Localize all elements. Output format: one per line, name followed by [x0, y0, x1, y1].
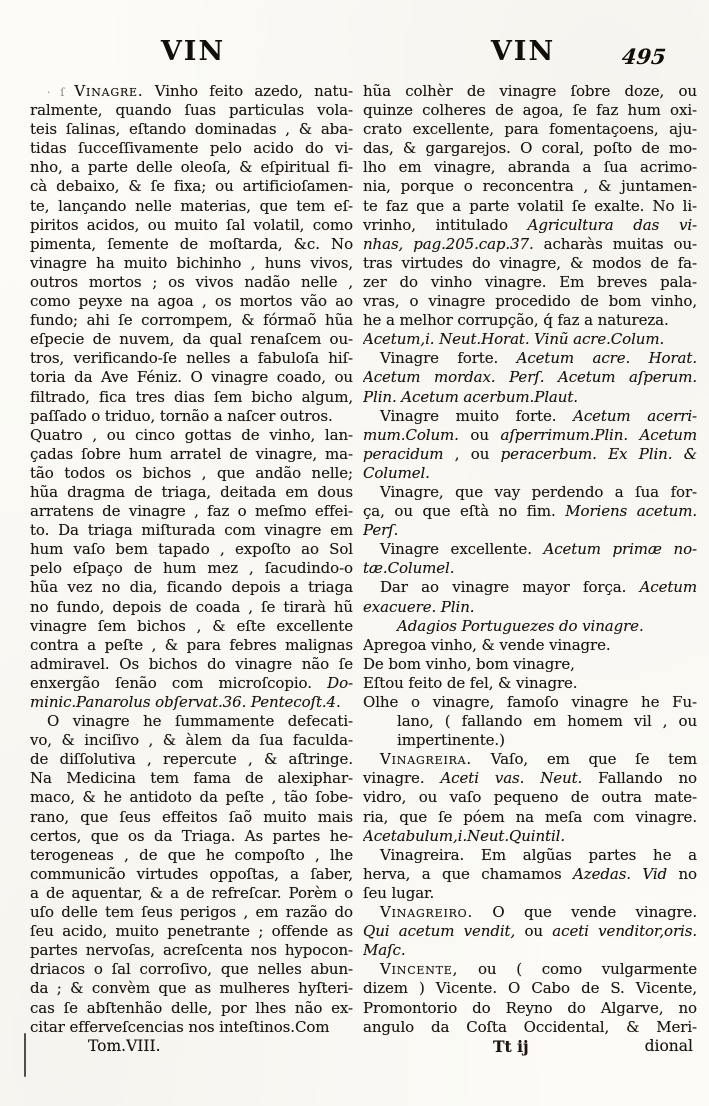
text-line — [363, 426, 697, 445]
text-line — [363, 521, 697, 540]
text-line — [30, 808, 353, 827]
text-run: tidas ſucceſſivamente pelo acido do vi- — [30, 139, 353, 158]
text-run: he a melhor corrupção, q́ faz a natureza. — [363, 311, 669, 330]
text-run: dizem ) Vicente. O Cabo de S. Vicente, — [363, 979, 697, 998]
text-line — [363, 693, 697, 712]
text-run: arratens de vinagre , faz o meſmo effei- — [30, 502, 353, 521]
text-line — [30, 254, 353, 273]
text-line — [363, 197, 697, 216]
text-line — [363, 388, 697, 407]
text-line — [363, 82, 697, 101]
text-line — [363, 292, 697, 311]
text-line — [363, 368, 697, 387]
text-run: piritos acidos, ou muito ſal volatil, como — [30, 215, 353, 234]
text-run: Vinho feito azedo, natu- — [143, 82, 353, 100]
text-run: ça, ou que eſtà no fim. — [363, 502, 566, 521]
text-line — [30, 750, 353, 769]
text-run: · ſ — [47, 86, 75, 99]
text-run: Vinagreira. Em algũas partes he a — [380, 845, 697, 864]
text-run: rano, que ſeus effeitos ſaõ muito mais — [30, 807, 353, 826]
text-run: Vaſo, em que ſe tem — [472, 750, 697, 769]
text-run: Vinagreira. — [380, 750, 472, 769]
text-line — [363, 865, 697, 884]
text-run: herva, a que chamamos — [363, 864, 574, 883]
text-line — [363, 445, 697, 464]
text-run: partes nervoſas, acreſcenta nos hypocon- — [30, 941, 353, 960]
text-line — [30, 426, 353, 445]
text-run: vinagre ha muito bichinho , huns vivos, — [30, 253, 353, 272]
text-run: Acetum — [639, 578, 697, 597]
text-run: como peyxe na agoa , os mortos vão ao — [30, 292, 353, 311]
text-run: filtrado, fica tres dias ſem bicho algum, — [30, 387, 353, 406]
text-run: De bom vinho, bom vinagre, — [363, 654, 575, 673]
text-run: Columel. — [363, 463, 430, 482]
text-line — [30, 464, 353, 483]
text-run: to. Da triaga miſturada com vinagre em — [30, 521, 353, 540]
text-line — [30, 292, 353, 311]
text-run: çadas ſobre hum arratel de vinagre, ma- — [30, 444, 353, 463]
text-run: Adagios Portuguezes do vinagre. — [397, 616, 644, 635]
text-run: aſperrimum.Plin. Acetum — [500, 425, 697, 444]
text-run: pimenta, ſemente de moſtarda, &c. No — [30, 234, 353, 253]
text-run: Azedas. Vid — [573, 864, 668, 883]
text-run: Acetabulum,i.Neut.Quintil. — [363, 826, 566, 845]
text-run: contra a peſte , & para febres malignas — [30, 635, 353, 654]
text-run: cas ſe abſtenhão delle, por lhes não ex- — [30, 998, 353, 1017]
text-run: vo, & inciſivo , & àlem da ſua faculda- — [30, 731, 353, 750]
text-run: Perſ. — [363, 521, 399, 540]
text-run: tão todos os bichos , que andão nelle; — [30, 463, 353, 482]
text-run: aceti venditor,oris. — [552, 922, 697, 941]
page-number: 495 — [620, 44, 668, 69]
text-run: tras virtudes do vinagre, & modos de fa- — [363, 253, 697, 272]
text-run: Do- — [327, 673, 353, 692]
text-line — [363, 808, 697, 827]
text-run: te, lançando nelle materias, que tem eſ- — [30, 196, 353, 215]
text-line — [30, 330, 353, 349]
text-run: tros, verificando-ſe nelles a fabuloſa hiſ- — [30, 349, 353, 368]
text-run: peracerbum. Ex Plin. & — [500, 444, 697, 463]
text-run: vinagre. — [363, 769, 441, 788]
text-run: , ou — [443, 444, 501, 463]
text-run: zer do vinho vinagre. Em breves pala- — [363, 272, 697, 291]
text-run: toria da Ave Féniz. O vinagre coado, ou — [30, 368, 353, 387]
text-line — [363, 903, 697, 922]
text-run: ou — [515, 922, 553, 941]
text-run: pelo eſpaço de hum mez , ſacudindo-o — [30, 559, 353, 578]
text-run: ou ( como vulgarmente — [458, 960, 697, 979]
text-line — [30, 311, 353, 330]
text-line — [363, 273, 697, 292]
text-run: exacuere. Plin. — [363, 597, 475, 616]
text-run: ria, que ſe póem na meſa com vinagre. — [363, 807, 697, 826]
text-line — [30, 120, 353, 139]
text-line — [30, 82, 353, 101]
signature-line — [363, 1037, 697, 1056]
text-run: angulo da Coſta Occidental, & Meri- — [363, 1017, 697, 1036]
text-line — [30, 846, 353, 865]
text-line — [30, 445, 353, 464]
text-run: no fundo, depois de coada , ſe tirarà hũ — [30, 597, 353, 616]
text-run: te faz que a parte volatil ſe exalte. No li- — [363, 196, 697, 215]
text-run: Vinagre, que vay perdendo a ſua for- — [380, 482, 697, 501]
text-run: Agricultura das vi- — [527, 215, 697, 234]
text-line — [30, 693, 353, 712]
text-run: nho, a parte delle oleoſa, & eſpiritual fi- — [30, 158, 353, 177]
text-line — [30, 960, 353, 979]
text-run: lho em vinagre, abranda a ſua acrimo- — [363, 158, 697, 177]
text-run: quinze colheres de agoa, ſe faz hum oxi- — [363, 101, 697, 120]
text-line — [363, 979, 697, 998]
text-line — [30, 197, 353, 216]
text-line — [363, 999, 697, 1018]
text-run: peracidum — [363, 444, 444, 463]
text-line — [30, 636, 353, 655]
text-line — [30, 407, 353, 426]
text-line — [30, 712, 353, 731]
text-run: Maſc. — [363, 941, 406, 960]
text-line — [30, 368, 353, 387]
text-line — [30, 158, 353, 177]
text-line — [30, 502, 353, 521]
text-line — [30, 578, 353, 597]
catchword: dional — [644, 1036, 693, 1055]
text-run: ſeu lugar. — [363, 883, 435, 902]
text-line — [30, 941, 353, 960]
column-left-lines — [30, 82, 353, 1037]
ink-smudge — [24, 1033, 26, 1077]
text-line — [30, 884, 353, 903]
text-run: communicão virtudes oppoſtas, a ſaber, — [30, 864, 353, 883]
text-run: teis ſalinas, eſtando dominadas , & aba- — [30, 120, 353, 139]
text-line — [363, 655, 697, 674]
text-run: Qui acetum vendit, — [363, 922, 516, 941]
text-run: Quatro , ou cinco gottas de vinho, lan- — [30, 425, 353, 444]
text-line — [363, 235, 697, 254]
text-run: hũa dragma de triaga, deitada em dous — [30, 482, 353, 501]
text-run: Vinagre excellente. — [380, 540, 544, 559]
text-run: a de aquentar, & a de refreſcar. Porèm o — [30, 883, 353, 902]
text-run: Vinagre. — [74, 82, 144, 100]
text-run: impertinente.) — [397, 731, 505, 750]
text-line — [363, 578, 697, 597]
text-line — [30, 216, 353, 235]
text-line — [363, 846, 697, 865]
text-run: Vinagre muito forte. — [380, 406, 574, 425]
text-run: driacos o ſal corroſivo, que nelles abun- — [30, 960, 353, 979]
running-head-right: VIN — [490, 36, 556, 67]
text-line — [363, 922, 697, 941]
text-run: ralmente, quando ſuas particulas vola- — [30, 101, 353, 120]
text-line — [30, 731, 353, 750]
text-run: admiravel. Os bichos do vinagre não ſe — [30, 654, 353, 673]
text-line — [30, 598, 353, 617]
text-run: Acetum,i. Neut.Horat. Vinũ acre.Colum. — [363, 330, 665, 349]
text-run: eſpecie de nuvem, da qual renaſcem ou- — [30, 330, 353, 349]
text-line — [30, 483, 353, 502]
text-run: Eſtou feito de fel, & vinagre. — [363, 673, 578, 692]
text-line — [30, 617, 353, 636]
text-line — [30, 922, 353, 941]
text-run: lano, ( fallando em homem vil , ou — [397, 712, 697, 731]
text-line — [363, 712, 697, 731]
text-run: das, & gargarejos. O coral, poſto de mo- — [363, 139, 697, 158]
text-run: da ; & convèm que as mulheres hyſteri- — [30, 979, 353, 998]
text-line — [363, 827, 697, 846]
text-line — [30, 827, 353, 846]
text-run: terogeneas , de que he compoſto , lhe — [30, 845, 353, 864]
volume-signature: Tom.VIII. — [88, 1036, 161, 1055]
text-run: vrinho, intitulado — [363, 215, 528, 234]
column-right — [363, 82, 697, 1056]
text-line — [30, 349, 353, 368]
text-line — [363, 941, 697, 960]
text-line — [363, 101, 697, 120]
text-line — [363, 158, 697, 177]
text-run: hũa vez no dia, ficando depois a triaga — [30, 578, 353, 597]
text-line — [30, 903, 353, 922]
text-run: outros mortos ; os vivos nadão nelle , — [30, 272, 353, 291]
text-run: Acetum mordax. Perſ. Acetum aſperum. — [363, 368, 697, 387]
text-line — [363, 177, 697, 196]
text-line — [363, 559, 697, 578]
text-run: vras, o vinagre procedido de bom vinho, — [363, 292, 697, 311]
text-run: O vinagre he ſummamente defecati- — [47, 712, 353, 731]
text-line — [30, 235, 353, 254]
text-run: Moriens acetum. — [565, 502, 697, 521]
text-run: vidro, ou vaſo pequeno de outra mate- — [363, 788, 697, 807]
text-line — [30, 177, 353, 196]
column-left — [30, 82, 353, 1056]
text-line — [363, 636, 697, 655]
running-head-left: VIN — [160, 36, 226, 67]
text-line — [30, 101, 353, 120]
text-run: Dar ao vinagre mayor força. — [380, 578, 640, 597]
text-line — [363, 788, 697, 807]
text-line — [363, 311, 697, 330]
text-line — [363, 502, 697, 521]
text-line — [363, 139, 697, 158]
text-line — [363, 349, 697, 368]
text-run: tæ.Columel. — [363, 559, 455, 578]
text-run: Vinagreiro. — [380, 903, 474, 922]
text-line — [363, 960, 697, 979]
text-run: no — [667, 864, 697, 883]
text-run: certos, que os da Triaga. As partes he- — [30, 826, 353, 845]
text-line — [30, 999, 353, 1018]
text-line — [30, 139, 353, 158]
text-run: maco, & he antidoto da peſte , tão ſobe- — [30, 788, 353, 807]
text-run: Plin. Acetum acerbum.Plaut. — [363, 387, 578, 406]
text-run: Vinagre forte. — [380, 349, 517, 368]
text-line — [30, 979, 353, 998]
text-line — [363, 731, 697, 750]
text-line — [30, 788, 353, 807]
text-line — [30, 540, 353, 559]
text-run: mum.Colum. — [363, 425, 459, 444]
text-run: hũa colhèr de vinagre ſobre doze, ou — [363, 82, 697, 100]
text-line — [30, 388, 353, 407]
text-line — [30, 769, 353, 788]
text-line — [363, 330, 697, 349]
text-run: Vincente, — [380, 960, 459, 979]
text-line — [30, 521, 353, 540]
text-run: Fallando no — [582, 769, 697, 788]
text-run: ſeu acido, muito penetrante ; offende as — [30, 922, 353, 941]
column-right-lines — [363, 82, 697, 1037]
text-run: Acetum primæ no- — [543, 540, 697, 559]
text-run: vinagre ſem bichos , & eſte excellente — [30, 616, 353, 635]
text-run: crato excellente, para fomentaçoens, aju- — [363, 120, 697, 139]
text-line — [30, 273, 353, 292]
text-run: Acetum acerri- — [573, 406, 697, 425]
text-run: citar efferveſcencias nos inteſtinos.Com — [30, 1017, 330, 1036]
text-run: de diſſolutiva , repercute , & aſtringe. — [30, 750, 353, 769]
text-line — [363, 1018, 697, 1037]
text-line — [363, 407, 697, 426]
text-run: O que vende vinagre. — [473, 903, 697, 922]
text-run: ou — [458, 425, 501, 444]
text-run: Na Medicina tem fama de alexiphar- — [30, 769, 353, 788]
text-run: enxergão ſenão com microſcopio. — [30, 673, 328, 692]
text-line — [363, 598, 697, 617]
text-run: acharàs muitas ou- — [533, 234, 697, 253]
text-run: paſſado o triduo, tornão a naſcer outros. — [30, 406, 333, 425]
text-run: Aceti vas. Neut. — [440, 769, 583, 788]
text-line — [363, 750, 697, 769]
text-line — [363, 617, 697, 636]
text-run: Apregoa vinho, & vende vinagre. — [363, 635, 611, 654]
text-run: Promontorio do Reyno do Algarve, no — [363, 998, 697, 1017]
text-line — [30, 1018, 353, 1037]
text-line — [30, 865, 353, 884]
text-line — [363, 674, 697, 693]
text-run: minic.Panarolus obſervat.36. Pentecoſt.4. — [30, 693, 341, 711]
text-run: uſo delle tem ſeus perigos , em razão do — [30, 903, 353, 922]
text-line — [363, 254, 697, 273]
gathering-signature: Tt ij — [493, 1036, 529, 1056]
text-run: Olhe o vinagre, famoſo vinagre he Fu- — [363, 693, 697, 711]
text-line — [30, 559, 353, 578]
text-line — [363, 216, 697, 235]
text-line — [363, 769, 697, 788]
text-run: cà debaixo, & ſe fixa; ou artificioſamen- — [30, 177, 353, 196]
text-line — [363, 120, 697, 139]
text-line — [30, 674, 353, 693]
text-line — [363, 540, 697, 559]
text-run: nia, porque o reconcentra , & juntamen- — [363, 177, 697, 196]
text-run: hum vaſo bem tapado , expoſto ao Sol — [30, 540, 353, 559]
text-line — [30, 655, 353, 674]
text-line — [363, 483, 697, 502]
text-run: Acetum acre. Horat. — [516, 349, 697, 368]
text-line — [363, 464, 697, 483]
text-line — [363, 884, 697, 903]
text-run: nhas, pag.205.cap.37. — [363, 234, 534, 253]
text-run: fundo; ahi ſe corrompem, & fórmaõ hũa — [30, 311, 353, 330]
